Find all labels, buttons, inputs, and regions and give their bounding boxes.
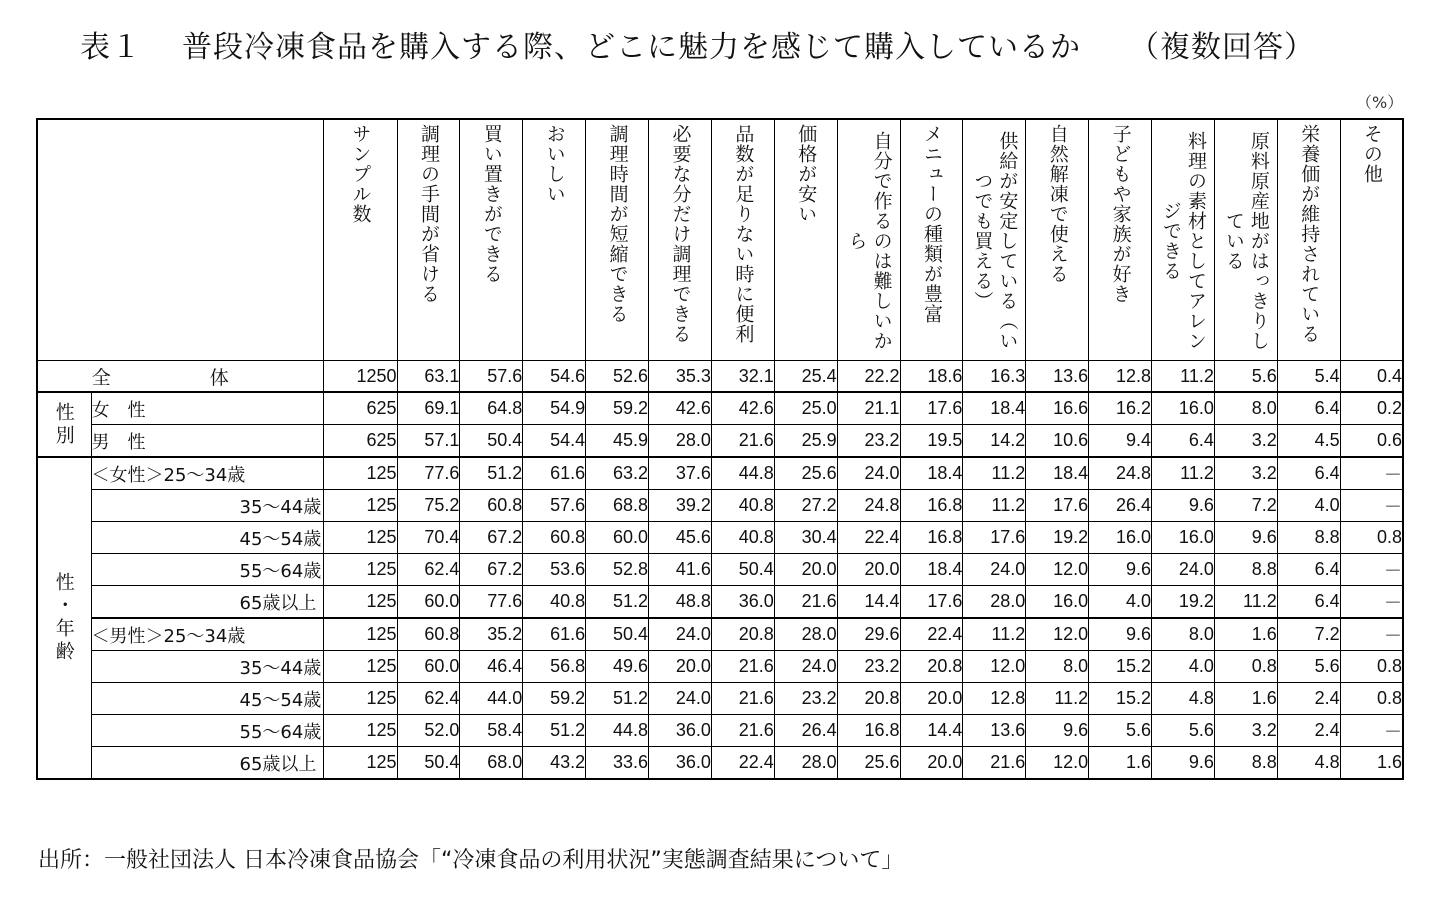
column-header xyxy=(1026,119,1089,361)
table-cell: 13.6 xyxy=(963,715,1026,747)
table-cell: 20.0 xyxy=(900,747,963,780)
table-cell: 54.4 xyxy=(523,425,586,458)
table-cell: 625 xyxy=(323,425,397,458)
table-cell: 40.8 xyxy=(711,522,774,554)
table-cell: 51.2 xyxy=(460,457,523,490)
table-cell: 22.4 xyxy=(711,747,774,780)
table-cell: 63.2 xyxy=(586,457,649,490)
table-cell: 21.6 xyxy=(711,683,774,715)
column-header xyxy=(774,119,837,361)
table-cell: 9.4 xyxy=(1089,425,1152,458)
row-group-label: 性・年齢 xyxy=(37,457,91,779)
table-row xyxy=(37,715,1403,747)
table-cell: 44.0 xyxy=(460,683,523,715)
column-header xyxy=(1340,119,1403,361)
table-cell: 52.6 xyxy=(586,361,649,393)
table-cell: 24.0 xyxy=(774,651,837,683)
table-cell: 11.2 xyxy=(963,490,1026,522)
table-cell: 25.0 xyxy=(774,392,837,425)
table-cell: 24.0 xyxy=(649,618,712,651)
table-cell: 4.5 xyxy=(1277,425,1340,458)
table-cell: 21.1 xyxy=(837,392,900,425)
table-cell: 39.2 xyxy=(649,490,712,522)
table-cell: 61.6 xyxy=(523,457,586,490)
column-header-label: おいしい xyxy=(543,124,566,204)
column-header-label: 料理の素材としてアレンジできる xyxy=(1159,131,1207,351)
table-cell: 12.0 xyxy=(1026,747,1089,780)
table-cell: 60.0 xyxy=(397,586,460,619)
table-cell: 77.6 xyxy=(460,586,523,619)
table-cell: 6.4 xyxy=(1277,392,1340,425)
table-cell: 22.4 xyxy=(837,522,900,554)
table-cell: 25.6 xyxy=(774,457,837,490)
table-cell: 9.6 xyxy=(1089,618,1152,651)
table-cell: 77.6 xyxy=(397,457,460,490)
table-row xyxy=(37,392,1403,425)
table-cell: 0.8 xyxy=(1340,683,1403,715)
table-cell: 25.6 xyxy=(837,747,900,780)
row-label: ＜女性＞25～34歳 xyxy=(91,457,323,490)
table-cell: 44.8 xyxy=(711,457,774,490)
table-cell: 8.8 xyxy=(1214,747,1277,780)
table-cell: 18.4 xyxy=(1026,457,1089,490)
table-cell: 60.8 xyxy=(523,522,586,554)
table-cell: 63.1 xyxy=(397,361,460,393)
table-cell: 45.6 xyxy=(649,522,712,554)
table-cell: 16.2 xyxy=(1089,392,1152,425)
column-header-label: 調理時間が短縮できる xyxy=(606,124,629,324)
table-cell: 125 xyxy=(323,651,397,683)
table-cell: 20.0 xyxy=(900,683,963,715)
table-cell: 59.2 xyxy=(586,392,649,425)
table-cell: 16.0 xyxy=(1152,392,1215,425)
column-header-label: 自分で作るのは難しいから xyxy=(845,131,893,351)
table-cell: 125 xyxy=(323,747,397,780)
table-cell: 32.1 xyxy=(711,361,774,393)
row-label: 45～54歳 xyxy=(91,683,323,715)
table-cell: 60.8 xyxy=(460,490,523,522)
table-cell: 54.6 xyxy=(523,361,586,393)
table-cell: 21.6 xyxy=(963,747,1026,780)
column-header xyxy=(1152,119,1215,361)
column-header xyxy=(963,119,1026,361)
source-note: 出所：一般社団法人 日本冷凍食品協会「“冷凍食品の利用状況”実態調査結果について」 xyxy=(38,848,904,873)
table-cell: 12.0 xyxy=(1026,618,1089,651)
column-header-label: その他 xyxy=(1360,124,1383,184)
table-cell: 35.3 xyxy=(649,361,712,393)
table-cell: 24.8 xyxy=(1089,457,1152,490)
column-header-label: 原料原産地がはっきりしている xyxy=(1222,131,1270,351)
table-cell: 37.6 xyxy=(649,457,712,490)
row-label: 全 体 xyxy=(37,361,323,393)
table-cell: 30.4 xyxy=(774,522,837,554)
table-cell: 56.8 xyxy=(523,651,586,683)
table-cell: 24.0 xyxy=(649,683,712,715)
row-label: 35～44歳 xyxy=(91,651,323,683)
table-cell: 17.6 xyxy=(1026,490,1089,522)
table-cell: 36.0 xyxy=(649,747,712,780)
column-header-label: メニューの種類が豊富 xyxy=(920,124,943,324)
table-cell: 12.8 xyxy=(1089,361,1152,393)
table-cell: 9.6 xyxy=(1089,554,1152,586)
table-cell: 27.2 xyxy=(774,490,837,522)
table-cell: 75.2 xyxy=(397,490,460,522)
table-cell: 19.2 xyxy=(1152,586,1215,619)
table-cell: 10.6 xyxy=(1026,425,1089,458)
table-cell: 69.1 xyxy=(397,392,460,425)
row-group-label: 性別 xyxy=(37,392,91,457)
table-cell: 15.2 xyxy=(1089,683,1152,715)
table-cell: 57.6 xyxy=(460,361,523,393)
table-cell: 11.2 xyxy=(963,457,1026,490)
table-cell: 40.8 xyxy=(711,490,774,522)
table-cell: 51.2 xyxy=(586,586,649,619)
column-header xyxy=(711,119,774,361)
table-cell: 40.8 xyxy=(523,586,586,619)
table-cell: 11.2 xyxy=(1152,457,1215,490)
column-header xyxy=(397,119,460,361)
table-cell: 52.0 xyxy=(397,715,460,747)
table-cell: 26.4 xyxy=(1089,490,1152,522)
table-cell: 29.6 xyxy=(837,618,900,651)
table-cell: 20.0 xyxy=(774,554,837,586)
table-cell: － xyxy=(1340,457,1403,490)
table-cell: － xyxy=(1340,715,1403,747)
table-cell: 20.8 xyxy=(900,651,963,683)
table-cell: 41.6 xyxy=(649,554,712,586)
column-header-label: 子どもや家族が好き xyxy=(1109,124,1132,304)
row-label: 45～54歳 xyxy=(91,522,323,554)
row-label: 55～64歳 xyxy=(91,715,323,747)
column-header-label: 自然解凍で使える xyxy=(1046,124,1069,284)
table-cell: 46.4 xyxy=(460,651,523,683)
table-cell: 8.8 xyxy=(1214,554,1277,586)
table-cell: 17.6 xyxy=(963,522,1026,554)
table-cell: 59.2 xyxy=(523,683,586,715)
table-cell: 5.6 xyxy=(1277,651,1340,683)
table-cell: 5.6 xyxy=(1089,715,1152,747)
table-cell: 125 xyxy=(323,522,397,554)
table-cell: 16.0 xyxy=(1152,522,1215,554)
table-cell: 49.6 xyxy=(586,651,649,683)
table-cell: 43.2 xyxy=(523,747,586,780)
table-cell: 42.6 xyxy=(711,392,774,425)
table-cell: 1.6 xyxy=(1214,683,1277,715)
table-row xyxy=(37,618,1403,651)
table-cell: 17.6 xyxy=(900,586,963,619)
table-cell: 24.0 xyxy=(963,554,1026,586)
table-cell: 19.2 xyxy=(1026,522,1089,554)
table-cell: － xyxy=(1340,586,1403,619)
table-cell: 28.0 xyxy=(774,747,837,780)
table-cell: 9.6 xyxy=(1026,715,1089,747)
table-cell: 26.4 xyxy=(774,715,837,747)
row-label: 男 性 xyxy=(91,425,323,458)
header-corner xyxy=(37,119,323,361)
table-row xyxy=(37,683,1403,715)
table-cell: 4.0 xyxy=(1277,490,1340,522)
table-cell: 125 xyxy=(323,554,397,586)
table-cell: 18.4 xyxy=(900,554,963,586)
table-row xyxy=(37,586,1403,619)
table-cell: 62.4 xyxy=(397,554,460,586)
table-cell: 50.4 xyxy=(460,425,523,458)
column-header-label: 価格が安い xyxy=(795,124,818,224)
table-cell: 8.0 xyxy=(1152,618,1215,651)
table-cell: 4.8 xyxy=(1277,747,1340,780)
table-cell: 60.0 xyxy=(586,522,649,554)
row-label: 女 性 xyxy=(91,392,323,425)
column-header xyxy=(1214,119,1277,361)
table-cell: 28.0 xyxy=(649,425,712,458)
table-cell: 60.8 xyxy=(397,618,460,651)
table-cell: 23.2 xyxy=(837,425,900,458)
table-cell: 5.4 xyxy=(1277,361,1340,393)
table-cell: 14.4 xyxy=(900,715,963,747)
table-cell: 67.2 xyxy=(460,554,523,586)
table-cell: 9.6 xyxy=(1152,747,1215,780)
table-cell: 64.8 xyxy=(460,392,523,425)
table-cell: 50.4 xyxy=(397,747,460,780)
table-cell: 7.2 xyxy=(1277,618,1340,651)
column-header-label: 買い置きができる xyxy=(480,124,503,284)
table-cell: 125 xyxy=(323,715,397,747)
table-cell: 11.2 xyxy=(1214,586,1277,619)
table-cell: 33.6 xyxy=(586,747,649,780)
column-header-label: 栄養価が維持されている xyxy=(1298,124,1321,344)
table-cell: 13.6 xyxy=(1026,361,1089,393)
column-header xyxy=(523,119,586,361)
table-cell: 22.2 xyxy=(837,361,900,393)
table-cell: 12.0 xyxy=(963,651,1026,683)
table-cell: 3.2 xyxy=(1214,457,1277,490)
table-cell: 57.6 xyxy=(523,490,586,522)
table-cell: 25.4 xyxy=(774,361,837,393)
table-cell: 125 xyxy=(323,618,397,651)
table-cell: 68.8 xyxy=(586,490,649,522)
table-cell: 60.0 xyxy=(397,651,460,683)
table-cell: 18.4 xyxy=(900,457,963,490)
table-cell: 3.2 xyxy=(1214,425,1277,458)
table-cell: 57.1 xyxy=(397,425,460,458)
column-header xyxy=(900,119,963,361)
table-cell: 52.8 xyxy=(586,554,649,586)
table-cell: 35.2 xyxy=(460,618,523,651)
table-cell: 0.8 xyxy=(1214,651,1277,683)
table-cell: 58.4 xyxy=(460,715,523,747)
table-cell: 45.9 xyxy=(586,425,649,458)
table-cell: 18.6 xyxy=(900,361,963,393)
table-cell: 21.6 xyxy=(711,651,774,683)
table-cell: － xyxy=(1340,490,1403,522)
column-header-label: 供給が安定している（いつでも買える） xyxy=(971,131,1019,351)
column-header-label: 必要な分だけ調理できる xyxy=(669,124,692,344)
table-cell: 0.4 xyxy=(1340,361,1403,393)
table-cell: 20.0 xyxy=(837,554,900,586)
table-cell: 20.0 xyxy=(649,651,712,683)
table-cell: 12.8 xyxy=(963,683,1026,715)
table-cell: 20.8 xyxy=(837,683,900,715)
table-row xyxy=(37,425,1403,458)
row-label: 35～44歳 xyxy=(91,490,323,522)
table-cell: 68.0 xyxy=(460,747,523,780)
table-cell: 22.4 xyxy=(900,618,963,651)
table-cell: 18.4 xyxy=(963,392,1026,425)
table-title-text: 普段冷凍食品を購入する際、どこに魅力を感じて購入しているか xyxy=(182,30,1081,65)
table-cell: 21.6 xyxy=(711,715,774,747)
table-cell: 6.4 xyxy=(1277,586,1340,619)
table-cell: 21.6 xyxy=(774,586,837,619)
table-cell: 28.0 xyxy=(963,586,1026,619)
table-row xyxy=(37,457,1403,490)
table-cell: 67.2 xyxy=(460,522,523,554)
unit-label: （%） xyxy=(1356,93,1404,112)
table-cell: 0.8 xyxy=(1340,651,1403,683)
data-table xyxy=(36,118,1404,780)
table-row xyxy=(37,522,1403,554)
column-header-label: 品数が足りない時に便利 xyxy=(732,124,755,344)
column-header-label: 調理の手間が省ける xyxy=(417,124,440,304)
table-cell: － xyxy=(1340,618,1403,651)
table-cell: 25.9 xyxy=(774,425,837,458)
table-cell: 17.6 xyxy=(900,392,963,425)
table-cell: 2.4 xyxy=(1277,683,1340,715)
table-cell: 0.2 xyxy=(1340,392,1403,425)
table-row xyxy=(37,554,1403,586)
table-cell: 42.6 xyxy=(649,392,712,425)
table-row xyxy=(37,651,1403,683)
row-label: 65歳以上 xyxy=(91,586,323,619)
table-cell: 125 xyxy=(323,586,397,619)
table-cell: 0.6 xyxy=(1340,425,1403,458)
table-cell: 1.6 xyxy=(1340,747,1403,780)
table-cell: 16.6 xyxy=(1026,392,1089,425)
table-cell: 23.2 xyxy=(774,683,837,715)
table-cell: 28.0 xyxy=(774,618,837,651)
table-cell: 8.0 xyxy=(1214,392,1277,425)
table-cell: 11.2 xyxy=(963,618,1026,651)
header-row xyxy=(37,119,1403,361)
table-cell: 5.6 xyxy=(1214,361,1277,393)
table-row xyxy=(37,361,1403,393)
table-cell: 14.2 xyxy=(963,425,1026,458)
column-header xyxy=(460,119,523,361)
table-cell: 3.2 xyxy=(1214,715,1277,747)
table-cell: 51.2 xyxy=(586,683,649,715)
column-header xyxy=(837,119,900,361)
table-cell: 15.2 xyxy=(1089,651,1152,683)
table-row xyxy=(37,490,1403,522)
table-cell: 125 xyxy=(323,457,397,490)
table-cell: 62.4 xyxy=(397,683,460,715)
table-cell: 1250 xyxy=(323,361,397,393)
table-cell: 9.6 xyxy=(1214,522,1277,554)
table-cell: 8.0 xyxy=(1026,651,1089,683)
table-cell: 48.8 xyxy=(649,586,712,619)
table-cell: 36.0 xyxy=(649,715,712,747)
table-cell: 6.4 xyxy=(1152,425,1215,458)
table-number: 表１ xyxy=(80,30,142,65)
table-cell: 20.8 xyxy=(711,618,774,651)
table-cell: 36.0 xyxy=(711,586,774,619)
table-title-note: （複数回答） xyxy=(1129,30,1315,65)
table-cell: 9.6 xyxy=(1152,490,1215,522)
table-cell: 11.2 xyxy=(1152,361,1215,393)
table-cell: 125 xyxy=(323,683,397,715)
table-cell: 16.8 xyxy=(900,522,963,554)
table-cell: 53.6 xyxy=(523,554,586,586)
table-cell: 16.0 xyxy=(1089,522,1152,554)
table-cell: － xyxy=(1340,554,1403,586)
table-cell: 24.0 xyxy=(837,457,900,490)
table-row xyxy=(37,747,1403,780)
table-cell: 625 xyxy=(323,392,397,425)
table-cell: 7.2 xyxy=(1214,490,1277,522)
table-cell: 50.4 xyxy=(711,554,774,586)
table-cell: 50.4 xyxy=(586,618,649,651)
table-cell: 4.0 xyxy=(1089,586,1152,619)
table-cell: 16.8 xyxy=(900,490,963,522)
table-cell: 16.3 xyxy=(963,361,1026,393)
table-cell: 61.6 xyxy=(523,618,586,651)
table-cell: 0.8 xyxy=(1340,522,1403,554)
table-cell: 6.4 xyxy=(1277,554,1340,586)
table-cell: 23.2 xyxy=(837,651,900,683)
row-label: 65歳以上 xyxy=(91,747,323,780)
table-cell: 1.6 xyxy=(1089,747,1152,780)
table-cell: 70.4 xyxy=(397,522,460,554)
table-cell: 5.6 xyxy=(1152,715,1215,747)
table-cell: 19.5 xyxy=(900,425,963,458)
column-header xyxy=(649,119,712,361)
column-header-label: サンプル数 xyxy=(349,124,372,224)
table-cell: 125 xyxy=(323,490,397,522)
table-cell: 14.4 xyxy=(837,586,900,619)
column-header xyxy=(1089,119,1152,361)
table-cell: 44.8 xyxy=(586,715,649,747)
column-header xyxy=(1277,119,1340,361)
table-cell: 16.8 xyxy=(837,715,900,747)
table-cell: 2.4 xyxy=(1277,715,1340,747)
table-cell: 11.2 xyxy=(1026,683,1089,715)
table-cell: 4.0 xyxy=(1152,651,1215,683)
column-header xyxy=(323,119,397,361)
table-cell: 4.8 xyxy=(1152,683,1215,715)
table-cell: 24.8 xyxy=(837,490,900,522)
table-cell: 1.6 xyxy=(1214,618,1277,651)
table-cell: 24.0 xyxy=(1152,554,1215,586)
table-title xyxy=(80,22,1315,66)
table-cell: 12.0 xyxy=(1026,554,1089,586)
column-header xyxy=(586,119,649,361)
row-label: ＜男性＞25～34歳 xyxy=(91,618,323,651)
table-cell: 6.4 xyxy=(1277,457,1340,490)
table-cell: 54.9 xyxy=(523,392,586,425)
table-cell: 16.0 xyxy=(1026,586,1089,619)
table-cell: 51.2 xyxy=(523,715,586,747)
table-cell: 21.6 xyxy=(711,425,774,458)
table-cell: 8.8 xyxy=(1277,522,1340,554)
row-label: 55～64歳 xyxy=(91,554,323,586)
